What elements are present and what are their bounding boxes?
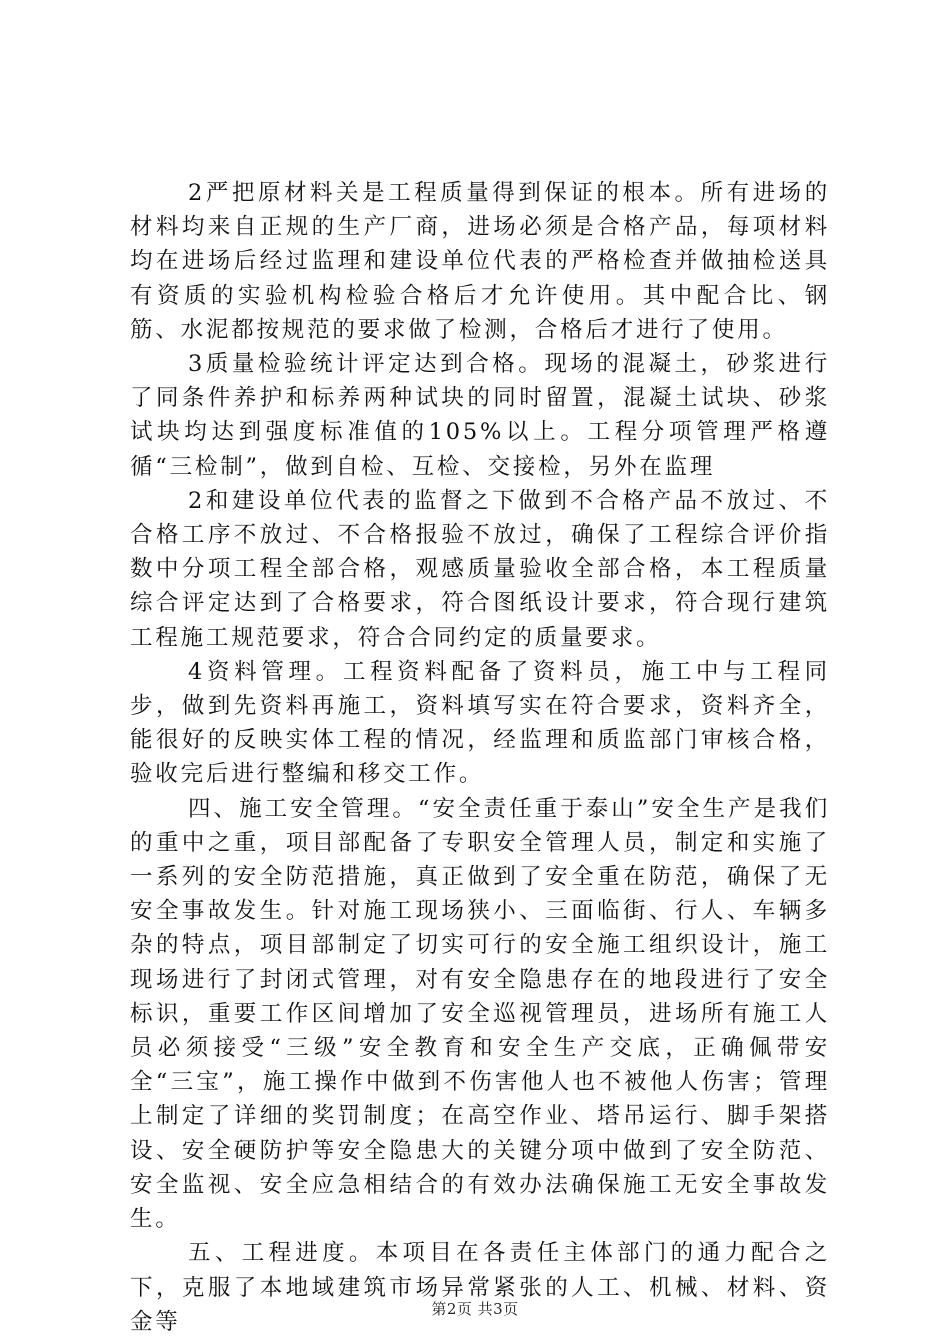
document-body: [130, 176, 830, 1339]
paragraph-raw-material-control: 2严把原材料关是工程质量得到保证的根本。所有进场的材料均来自正规的生产厂商，进场必须是合格产品，每项材料均在进场后经过监理和建设单位代表的严格检查并做抽检送具有资质的实验机构检验合格后才允许使用。其中配合比、钢筋、水泥都按规范的要求做了检测，合格后才进行了使用。: [130, 180, 830, 343]
paragraph-supervision: 2和建设单位代表的监督之下做到不合格产品不放过、不合格工序不放过、不合格报验不放过，确保了工程综合评价指数中分项工程全部合格，观感质量验收全部合格，本工程质量综合评定达到了合格要求，符合图纸设计要求，符合现行建筑工程施工规范要求，符合合同约定的质量要求。: [130, 487, 830, 651]
paragraph-project-progress: 五、工程进度。本项目在各责任主体部门的通力配合之下，克服了本地域建筑市场异常紧张的人工、机械、材料、资金等: [130, 1240, 830, 1335]
paragraph-construction-safety: 四、施工安全管理。“安全责任重于泰山”安全生产是我们的重中之重，项目部配备了专职安全管理人员，制定和实施了一系列的安全防范措施，真正做到了安全重在防范，确保了无安全事故发生。针对施工现场狭小、三面临街、行人、车辆多杂的特点，项目部制定了切实可行的安全施工组织设计，施工现场进行了封闭式管理，对有安全隐患存在的地段进行了安全标识，重要工作区间增加了安全巡视管理员，进场所有施工人员必须接受“三级”安全教育和安全生产交底，正确佩带安全“三宝”，施工操作中做到不伤害他人也不被他人伤害；管理上制定了详细的奖罚制度；在高空作业、塔吊运行、脚手架搭设、安全硬防护等安全隐患大的关键分项中做到了安全防范、安全监视、安全应急相结合的有效办法确保施工无安全事故发生。: [130, 795, 830, 1233]
paragraph-quality-inspection: 3质量检验统计评定达到合格。现场的混凝土，砂浆进行了同条件养护和标养两种试块的同时留置，混凝土试块、砂浆试块均达到强度标准值的105%以上。工程分项管理严格遵循“三检制”，做到自检、互检、交接检，另外在监理: [130, 351, 830, 480]
page-number-footer: 第2页 共3页: [431, 1300, 519, 1318]
paragraph-document-management: 4资料管理。工程资料配备了资料员，施工中与工程同步，做到先资料再施工，资料填写实在符合要求，资料齐全，能很好的反映实体工程的情况，经监理和质监部门审核合格，验收完后进行整编和移交工作。: [130, 658, 830, 788]
